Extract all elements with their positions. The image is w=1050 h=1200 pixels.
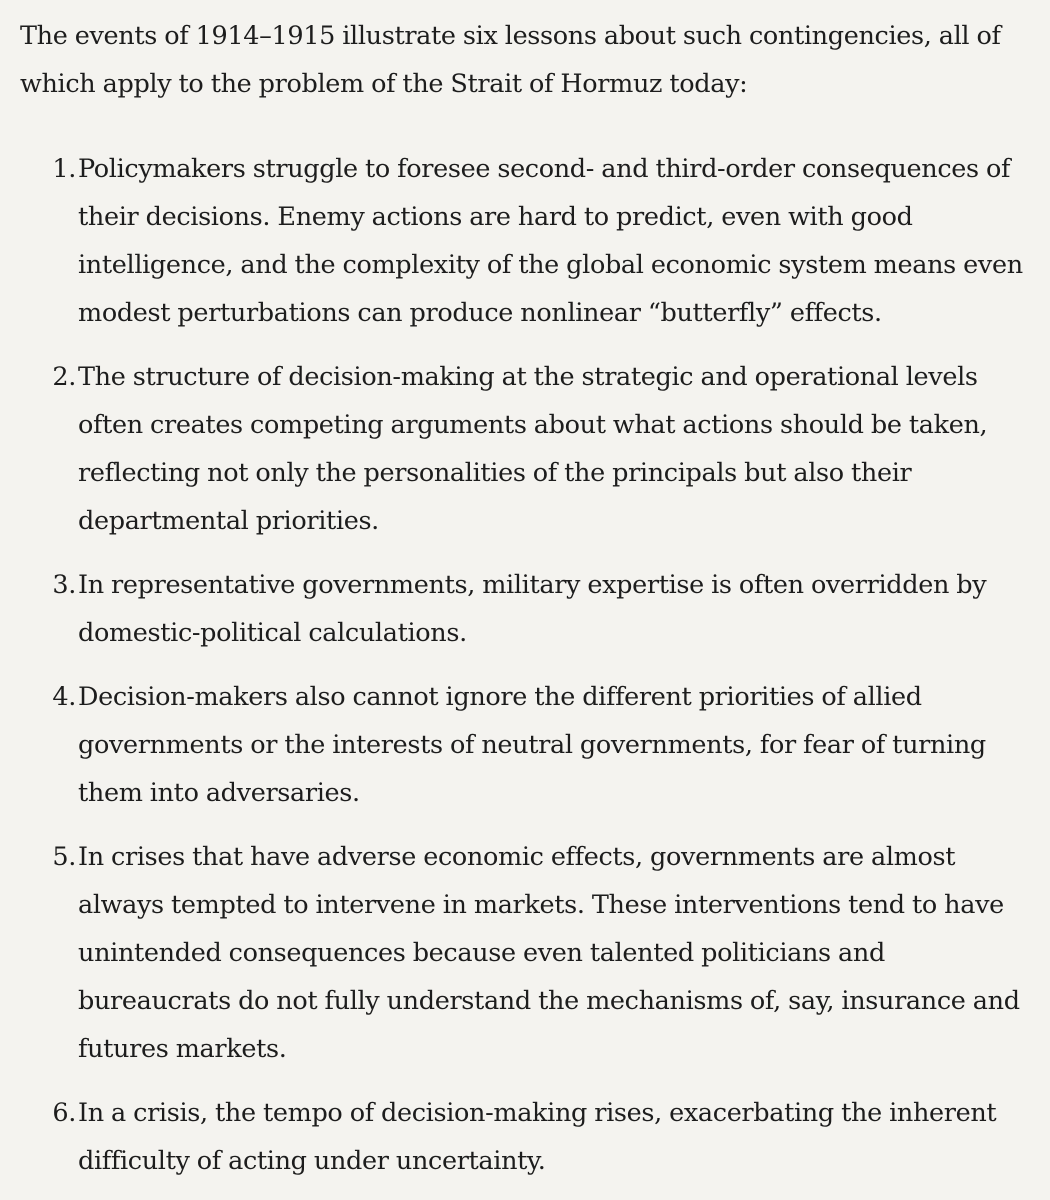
lesson-number: 4 . (20, 673, 76, 721)
lesson-item (20, 1089, 1038, 1185)
lesson-text: In a crisis, the tempo of decision-making rises, exacerbating the inherent difficulty of acting under uncertainty. (78, 1098, 997, 1176)
lesson-text: Policymakers struggle to foresee second- and third-order consequences of their decisions. Enemy actions are hard to predict, even with good intelligence, and the complexity of the global economic system means even modest perturbations can produce nonlinear “butterfly” effects. (78, 154, 1023, 328)
lesson-number: 5 . (20, 833, 76, 881)
lesson-number: 6 . (20, 1089, 76, 1137)
lesson-text: Decision-makers also cannot ignore the different priorities of allied governments or the interests of neutral governments, for fear of turning them into adversaries. (78, 682, 986, 808)
lesson-item (20, 353, 1038, 545)
lesson-text: In crises that have adverse economic effects, governments are almost always tempted to intervene in markets. These interventions tend to have unintended consequences because even talented politicians and bureaucrats do not fully understand the mechanisms of, say, insurance and futures markets. (78, 842, 1020, 1064)
lesson-number: 3 . (20, 561, 76, 609)
lesson-number: 1 . (20, 145, 76, 193)
lesson-item (20, 673, 1038, 817)
lessons-list (20, 145, 1038, 1185)
lesson-item (20, 145, 1038, 337)
lesson-text: The structure of decision-making at the strategic and operational levels often creates competing arguments about what actions should be taken, reflecting not only the personalities of the principals but also their departmental priorities. (78, 362, 988, 536)
lesson-item (20, 561, 1038, 657)
lesson-item (20, 833, 1038, 1073)
lesson-number: 2 . (20, 353, 76, 401)
intro-paragraph: The events of 1914–1915 illustrate six lessons about such contingencies, all of which apply to the problem of the Strait of Hormuz today: (20, 21, 1001, 99)
lesson-text: In representative governments, military expertise is often overridden by domestic-political calculations. (78, 570, 987, 648)
